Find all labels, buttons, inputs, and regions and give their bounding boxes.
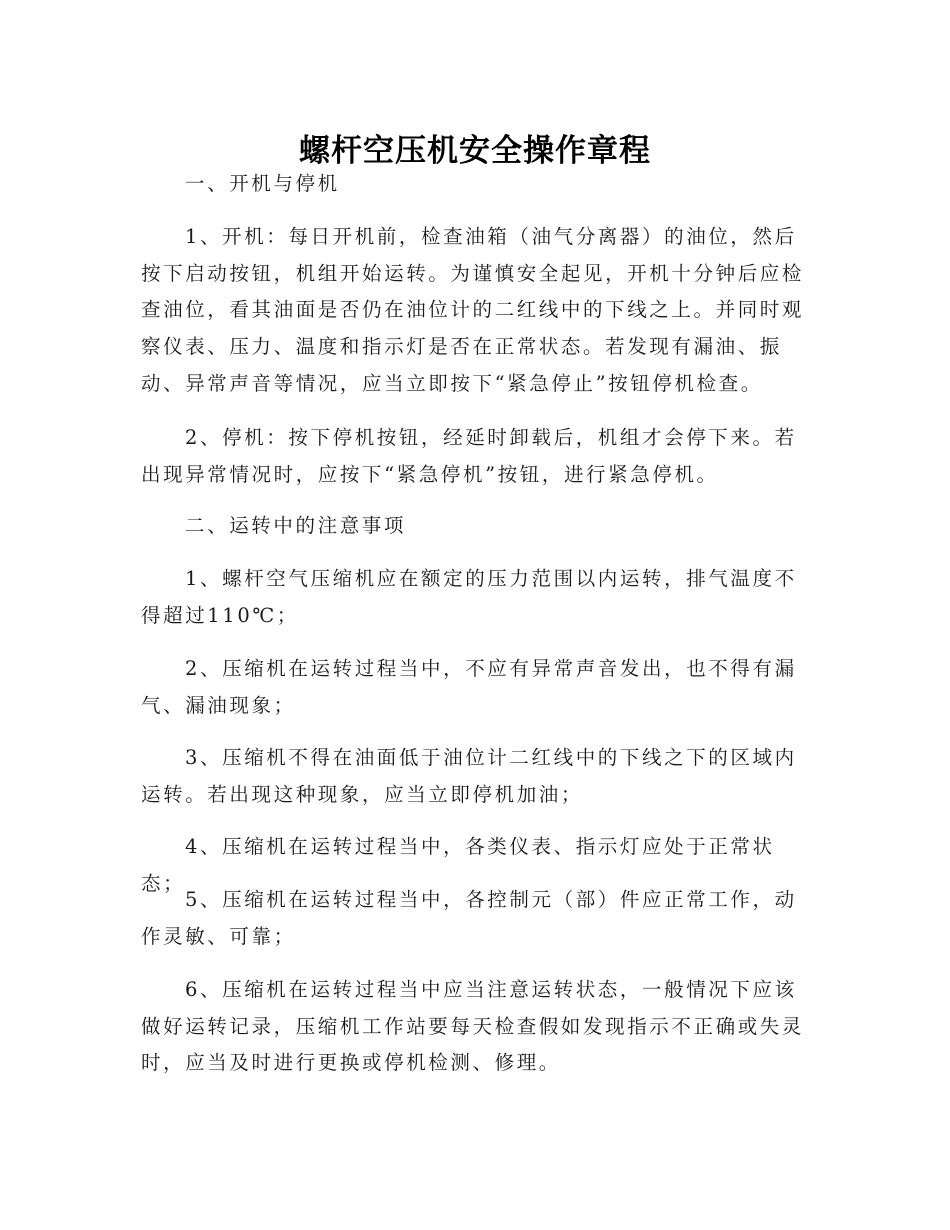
paragraph-note-4: 4、压缩机在运转过程当中，各类仪表、指示灯应处于正常状态； [141,835,775,895]
document-title: 螺杆空压机安全操作章程 [299,132,651,169]
paragraph-startup: 1、开机：每日开机前，检查油箱（油气分离器）的油位，然后按下启动按钮，机组开始运转。为谨慎安全起见，开机十分钟后应检查油位，看其油面是否仍在油位计的二红线中的下线之上。并同时观察仪表、压力、温度和指示灯是否在正常状态。若发现有漏油、振动、异常声音等情况，应当立即按下“紧急停止”按钮停机检查。 [141,225,805,395]
paragraph-note-3: 3、压缩机不得在油面低于油位计二红线中的下线之下的区域内运转。若出现这种现象，应当立即停机加油； [141,746,797,806]
paragraph-note-5: 5、压缩机在运转过程当中，各控制元（部）件应正常工作，动作灵敏、可靠； [141,888,797,948]
section-heading-operation-notes: 二、运转中的注意事项 [185,514,407,537]
section-heading-startup-shutdown: 一、开机与停机 [185,172,340,195]
paragraph-note-6: 6、压缩机在运转过程当中应当注意运转状态，一般情况下应该做好运转记录，压缩机工作站要每天检查假如发现指示不正确或失灵时，应当及时进行更换或停机检测、修理。 [141,978,805,1075]
paragraph-shutdown: 2、停机：按下停机按钮，经延时卸载后，机组才会停下来。若出现异常情况时，应按下“紧急停机”按钮，进行紧急停机。 [141,426,797,486]
paragraph-note-1: 1、螺杆空气压缩机应在额定的压力范围以内运转，排气温度不得超过110℃； [141,567,797,627]
paragraph-note-2: 2、压缩机在运转过程当中，不应有异常声音发出，也不得有漏气、漏油现象； [141,657,797,717]
